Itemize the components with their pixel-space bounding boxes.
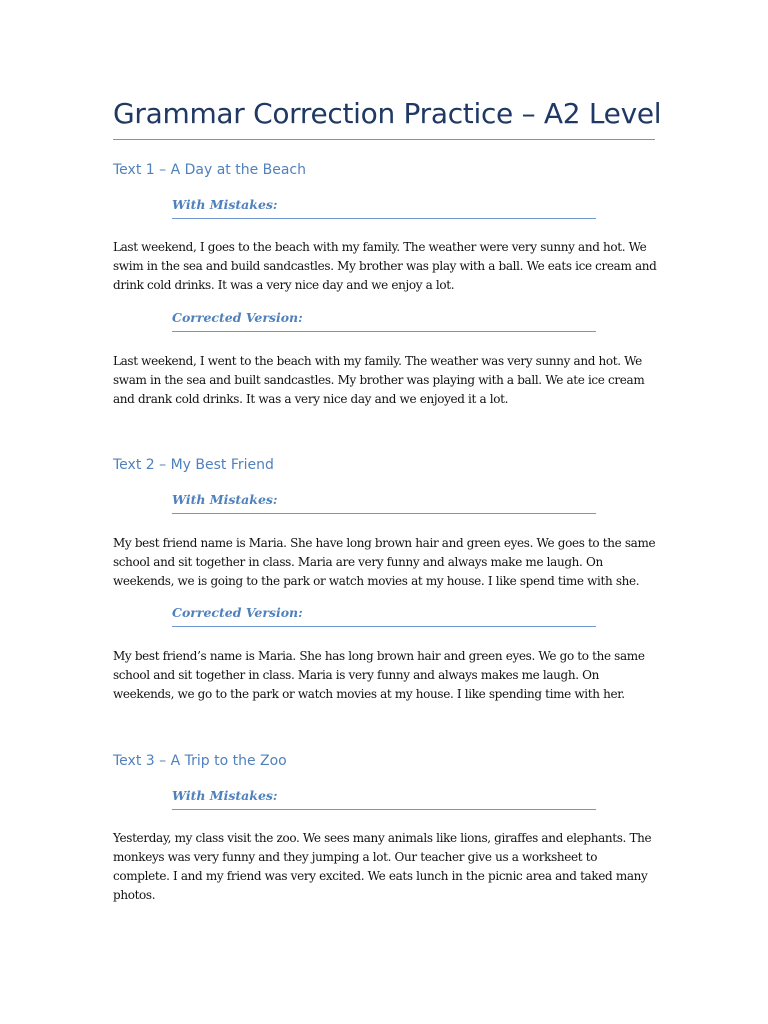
text-3-mistakes-label: With Mistakes: <box>172 787 596 810</box>
text-1-corrected-label: Corrected Version: <box>172 309 596 332</box>
text-1-corrected-paragraph: Last weekend, I went to the beach with my family. The weather was very sunny and hot. We swam in the sea and built sandcastles. My brother was playing with a ball. We ate ice cream and drank cold drinks. It was a very nice day and we enjoyed it a lot. <box>113 354 645 406</box>
text-3-heading: Text 3 – A Trip to the Zoo <box>113 753 287 769</box>
document-title: Grammar Correction Practice – A2 Level <box>113 97 662 130</box>
text-1-heading: Text 1 – A Day at the Beach <box>113 162 307 178</box>
text-1-mistakes-paragraph: Last weekend, I goes to the beach with my family. The weather were very sunny and hot. We swim in the sea and build sandcastles. My brother was play with a ball. We eats ice cream and drink cold drinks. It was a very nice day and we enjoy a lot. <box>113 240 657 292</box>
text-2-corrected-paragraph: My best friend’s name is Maria. She has long brown hair and green eyes. We go to the same school and sit together in class. Maria is very funny and always makes me laugh. On weekends, we go to the park or watch movies at my house. I like spending time with her. <box>113 649 645 701</box>
text-2-corrected-label: Corrected Version: <box>172 604 596 627</box>
text-2-mistakes-paragraph: My best friend name is Maria. She have long brown hair and green eyes. We goes to the same school and sit together in class. Maria are very funny and always make me laugh. On weekends, we is going to the park or watch movies at my house. I like spend time with she. <box>113 536 656 588</box>
text-2-heading: Text 2 – My Best Friend <box>113 457 274 473</box>
text-2-mistakes-label: With Mistakes: <box>172 491 596 514</box>
text-3-mistakes-paragraph: Yesterday, my class visit the zoo. We sees many animals like lions, giraffes and elephants. The monkeys was very funny and they jumping a lot. Our teacher give us a worksheet to complete. I and my friend was very excited. We eats lunch in the picnic area and taked many photos. <box>113 831 652 902</box>
title-divider <box>113 139 655 140</box>
text-1-mistakes-label: With Mistakes: <box>172 196 596 219</box>
